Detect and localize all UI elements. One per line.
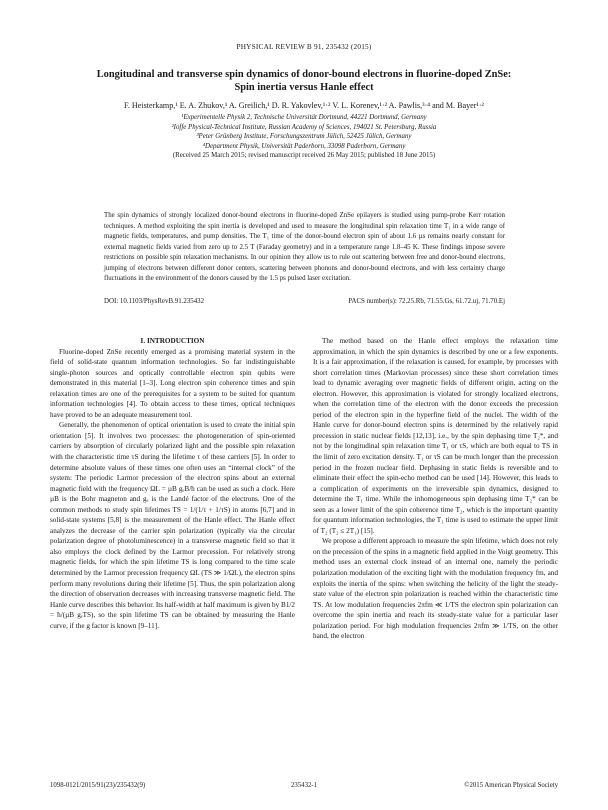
- copyright: ©2015 American Physical Society: [464, 782, 558, 789]
- abstract: The spin dynamics of strongly localized donor-bound electrons in fluorine-doped ZnSe epilayers is studied using pump-probe Kerr rotation techniques. A method exploiting the spin inertia is developed and used to measure the longitudinal spin relaxation time T₁ in a wide range of magnetic fields, temperatures, and pump densities. The T₁ time of the donor-bound electron spin of about 1.6 µs remains nearly constant for external magnetic fields varied from zero up to 2.5 T (Faraday geometry) and in a temperature range 1.8–45 K. These findings impose severe restrictions on possible spin relaxation mechanisms. In our opinion they allow us to rule out scattering between free and donor-bound electrons, jumping of electrons between different donor centers, scattering between phonons and donor-bound electrons, and with less certainty charge fluctuations in the environment of the donors caused by the 1.5 ps pulsed laser excitation.: [104, 212, 505, 282]
- affiliation-1: ¹Experimentelle Physik 2, Technische Universität Dortmund, 44221 Dortmund, Germany: [181, 114, 427, 121]
- affiliation-2: ²Ioffe Physical-Technical Institute, Russian Academy of Sciences, 194021 St. Petersburg, Russia: [171, 123, 437, 131]
- doi-link[interactable]: DOI: 10.1103/PhysRevB.91.235432: [104, 298, 205, 305]
- right-column: [313, 336, 558, 642]
- paragraph: Generally, the phenomenon of optical orientation is used to create the initial spin orientation [5]. It involves two processes: the photogeneration of spin-oriented carriers by absorption of circularly polarized light and the possible spin relaxation with the characteristic time τS during the lifetime τ of these carriers [5]. In order to determine absolute values of these times one often uses an “internal clock” of the system: The periodic Larmor precession of the electron spins about an external magnetic field with the frequency ΩL = µB gₑB/ħ can be used as such a clock. Here µB is the Bohr magneton and gₑ is the Landé factor of the electrons. One of the common methods to study spin lifetimes TS = 1/(1/τ + 1/τS) in atoms [6,7] and in solid-state systems [5,8] is the measurement of the Hanle effect. The Hanle effect analyzes the decrease of the carrier spin polarization (typically via the circular polarization degree of photoluminescence) in a transverse magnetic field so that it also employs the clock defined by the Larmor precession. For relatively strong magnetic fields, for which the spin lifetime TS is long compared to the time scale determined by the Larmor precession frequency ΩL (TS ≫ 1/ΩL), the electron spins perform many revolutions during their lifetime [5]. Thus, the spin polarization along the direction of observation decreases with increasing transverse magnetic field. The Hanle curve describes this behavior. Its half-width at half maximum is given by B1/2 = ħ/(µB gₑTS), so the spin lifetime TS can be obtained by measuring the Hanle curve, if the g factor is known [9–11].: [50, 421, 295, 630]
- title-line-2: Spin inertia versus Hanle effect: [234, 82, 374, 93]
- page-number: 235432-1: [290, 782, 318, 789]
- left-column: [50, 336, 295, 631]
- paragraph: The method based on the Hanle effect employs the relaxation time approximation, in which the spin dynamics is described by one or a few exponents. It is a fair approximation, if the relaxation is caused, for example, by processes with short correlation times (Markovian processes) since these short correlation times lead to dynamic averaging over magnetic fields of different origin, acting on the electron. However, this approximation is violated for strongly localized electrons, when the correlation time of the electron with the donor exceeds the precession period of the electron spin in the hyperfine field of the nuclei. The width of the Hanle curve for donor-bound electron spins is determined by the relatively rapid precession in static nuclear fields [12,13], i.e., by the spin dephasing time T₂*, and not by the longitudinal spin relaxation time T₁ or τS, which are both equal to TS in the limit of zero excitation density. T₁ or τS can be much longer than the precession period in the frozen nuclear field. Dephasing in static fields is reversible and to eliminate their effect the spin-echo method can be used [14]. However, this leads to a complication of experiments on the irreversible spin dynamics, designed to determine the T₁ time. While the inhomogeneous spin dephasing time T₂* can be seen as a lower limit of the spin coherence time T₂, which is the important quantity for quantum information technologies, the T₁ time is used to estimate the upper limit of T₂ (T₂ ≤ 2T₁) [15].: [313, 337, 558, 535]
- affiliation-4: ⁴Department Physik, Universität Paderborn, 33098 Paderborn, Germany: [202, 142, 406, 150]
- affiliations: [30, 113, 578, 161]
- title-line-1: Longitudinal and transverse spin dynamics of donor-bound electrons in fluorine-doped ZnSe:: [96, 69, 512, 80]
- doi-line: [104, 298, 505, 305]
- author-list: F. Heisterkamp,¹ E. A. Zhukov,¹ A. Greilich,¹ D. R. Yakovlev,¹·² V. L. Korenev,¹·² A. Pawlis,³·⁴ and M. Bayer¹·²: [124, 101, 484, 110]
- paragraph: We propose a different approach to measure the spin lifetime, which does not rely on the precession of the spins in a magnetic field applied in the Voigt geometry. This method uses an external clock instead of an internal one, namely the periodic polarization modulation of the exciting light with the modulation frequency fm, and exploits the inertia of the spins: when switching the helicity of the light the steady-state value of the electron spin polarization is reached within the characteristic time TS. At low modulation frequencies 2πfm ≪ 1/TS the electron spin polarization can overcome the spin inertia and reach its steady-state value for a particular laser polarization period. For high modulation frequencies 2πfm ≫ 1/TS, on the other hand, the electron: [313, 537, 558, 641]
- footer-issn: 1098-0121/2015/91(23)/235432(9): [50, 782, 146, 789]
- affiliation-3: ³Peter Grünberg Institute, Forschungszentrum Jülich, 52425 Jülich, Germany: [196, 133, 412, 141]
- journal-header: PHYSICAL REVIEW B 91, 235432 (2015): [236, 42, 372, 51]
- section-heading: I. INTRODUCTION: [140, 337, 205, 345]
- pacs-numbers: PACS number(s): 72.25.Rb, 71.55.Gs, 61.72.uj, 71.70.Ej: [348, 298, 505, 305]
- paper-title: [40, 68, 568, 94]
- received-dates: (Received 25 March 2015; revised manuscript received 26 May 2015; published 18 June 2015): [172, 152, 436, 160]
- paragraph: Fluorine-doped ZnSe recently emerged as a promising material system in the field of solid-state quantum information technologies. So far indistinguishable single-photon sources and optically controllable electron spin qubits were demonstrated in this material [1–3]. Long electron spin coherence times and spin relaxation times are one of the prerequisites for a system to be suited for quantum information technologies [4]. To obtain access to these times, optical techniques have proved to be an adequate measurement tool.: [50, 347, 295, 419]
